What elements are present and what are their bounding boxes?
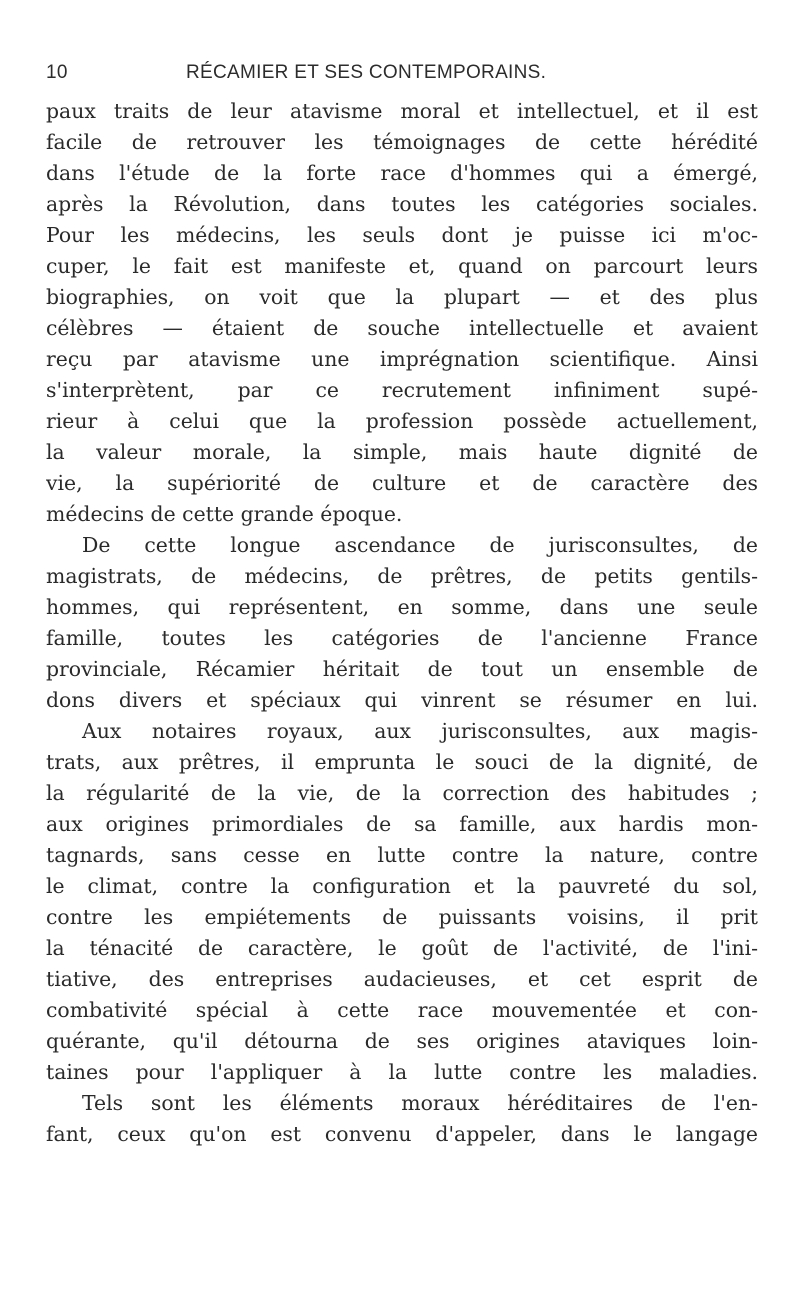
text-line: reçu par atavisme une imprégnation scientifique. Ainsi [46, 347, 758, 371]
text-line: fant, ceux qu'on est convenu d'appeler, dans le langage [46, 1122, 758, 1146]
text-line: dans l'étude de la forte race d'hommes qui a émergé, [46, 161, 758, 185]
text-line: dons divers et spéciaux qui vinrent se résumer en lui. [46, 688, 758, 712]
running-head [46, 62, 746, 86]
page-number: 10 [46, 62, 68, 83]
text-line: médecins de cette grande époque. [46, 502, 403, 526]
text-line: s'interprètent, par ce recrutement infiniment supé- [46, 378, 758, 402]
text-line: trats, aux prêtres, il emprunta le souci de la dignité, de [46, 750, 758, 774]
text-line: combativité spécial à cette race mouvementée et con- [46, 998, 758, 1022]
text-line: la valeur morale, la simple, mais haute dignité de [46, 440, 758, 464]
text-line: contre les empiétements de puissants voisins, il prit [46, 905, 758, 929]
text-line: célèbres — étaient de souche intellectuelle et avaient [46, 316, 758, 340]
text-line: paux traits de leur atavisme moral et intellectuel, et il est [46, 99, 758, 123]
text-line: biographies, on voit que la plupart — et des plus [46, 285, 758, 309]
text-line: quérante, qu'il détourna de ses origines ataviques loin- [46, 1029, 758, 1053]
text-line: le climat, contre la configuration et la pauvreté du sol, [46, 874, 758, 898]
text-line: tagnards, sans cesse en lutte contre la nature, contre [46, 843, 758, 867]
text-line: De cette longue ascendance de jurisconsultes, de [82, 533, 758, 557]
text-line: la ténacité de caractère, le goût de l'activité, de l'ini- [46, 936, 758, 960]
text-line: Tels sont les éléments moraux héréditaires de l'en- [82, 1091, 758, 1115]
text-line: taines pour l'appliquer à la lutte contre les maladies. [46, 1060, 758, 1084]
text-line: aux origines primordiales de sa famille, aux hardis mon- [46, 812, 758, 836]
text-line: cuper, le fait est manifeste et, quand on parcourt leurs [46, 254, 758, 278]
text-line: après la Révolution, dans toutes les catégories sociales. [46, 192, 758, 216]
text-line: famille, toutes les catégories de l'ancienne France [46, 626, 758, 650]
text-line: vie, la supériorité de culture et de caractère des [46, 471, 758, 495]
body-text [46, 96, 758, 1150]
text-line: provinciale, Récamier héritait de tout un ensemble de [46, 657, 758, 681]
text-line: Aux notaires royaux, aux jurisconsultes, aux magis- [82, 719, 758, 743]
running-title: RÉCAMIER ET SES CONTEMPORAINS. [186, 62, 547, 83]
text-line: rieur à celui que la profession possède actuellement, [46, 409, 758, 433]
text-line: magistrats, de médecins, de prêtres, de petits gentils- [46, 564, 758, 588]
text-line: la régularité de la vie, de la correction des habitudes ; [46, 781, 758, 805]
text-line: Pour les médecins, les seuls dont je puisse ici m'oc- [46, 223, 758, 247]
text-line: hommes, qui représentent, en somme, dans une seule [46, 595, 758, 619]
text-line: tiative, des entreprises audacieuses, et cet esprit de [46, 967, 758, 991]
text-line: facile de retrouver les témoignages de cette hérédité [46, 130, 758, 154]
